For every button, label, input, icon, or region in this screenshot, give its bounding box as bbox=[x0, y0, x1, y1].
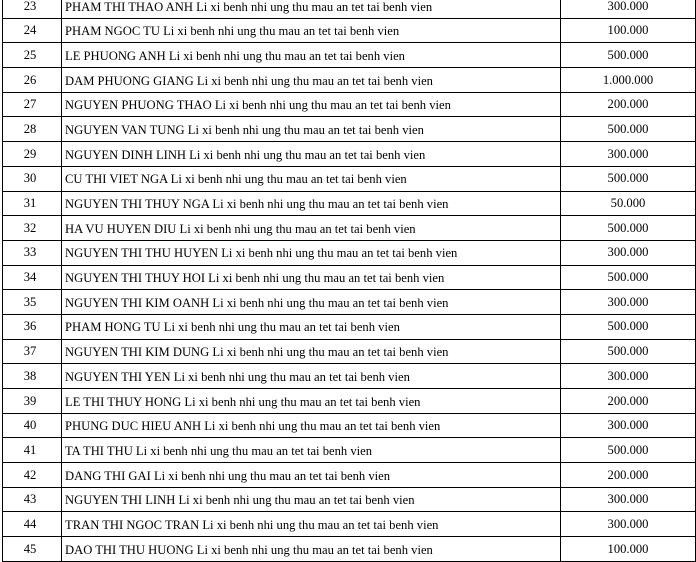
table-row bbox=[3, 487, 696, 512]
row-index-cell: 30 bbox=[3, 166, 62, 191]
table-row bbox=[3, 290, 696, 315]
row-index-cell: 26 bbox=[3, 68, 62, 93]
row-amount-cell: 300.000 bbox=[561, 142, 696, 167]
row-content-cell: LE THI THUY HONG Li xi benh nhi ung thu mau an tet tai benh vien bbox=[62, 389, 561, 414]
row-index-cell: 41 bbox=[3, 438, 62, 463]
table-row bbox=[3, 463, 696, 488]
row-index-cell: 37 bbox=[3, 339, 62, 364]
table-row bbox=[3, 537, 696, 562]
table-row bbox=[3, 166, 696, 191]
row-amount-cell: 300.000 bbox=[561, 487, 696, 512]
row-index-cell: 24 bbox=[3, 18, 62, 43]
row-content-cell: PHUNG DUC HIEU ANH Li xi benh nhi ung thu mau an tet tai benh vien bbox=[62, 413, 561, 438]
row-content-cell: NGUYEN THI KIM OANH Li xi benh nhi ung thu mau an tet tai benh vien bbox=[62, 290, 561, 315]
row-content-cell: NGUYEN PHUONG THAO Li xi benh nhi ung thu mau an tet tai benh vien bbox=[62, 92, 561, 117]
table-row bbox=[3, 117, 696, 142]
donation-table-body bbox=[3, 0, 696, 561]
row-index-cell: 44 bbox=[3, 512, 62, 537]
row-amount-cell: 50.000 bbox=[561, 191, 696, 216]
row-index-cell: 25 bbox=[3, 43, 62, 68]
row-index-cell: 29 bbox=[3, 142, 62, 167]
row-content-cell: DANG THI GAI Li xi benh nhi ung thu mau an tet tai benh vien bbox=[62, 463, 561, 488]
row-amount-cell: 300.000 bbox=[561, 240, 696, 265]
row-amount-cell: 500.000 bbox=[561, 43, 696, 68]
row-amount-cell: 200.000 bbox=[561, 463, 696, 488]
table-row bbox=[3, 314, 696, 339]
row-amount-cell: 300.000 bbox=[561, 0, 696, 18]
row-amount-cell: 300.000 bbox=[561, 364, 696, 389]
donation-table bbox=[2, 0, 696, 562]
row-amount-cell: 500.000 bbox=[561, 314, 696, 339]
table-row bbox=[3, 216, 696, 241]
row-amount-cell: 500.000 bbox=[561, 265, 696, 290]
row-index-cell: 33 bbox=[3, 240, 62, 265]
table-row bbox=[3, 0, 696, 18]
row-amount-cell: 200.000 bbox=[561, 92, 696, 117]
row-index-cell: 23 bbox=[3, 0, 62, 18]
row-content-cell: NGUYEN DINH LINH Li xi benh nhi ung thu mau an tet tai benh vien bbox=[62, 142, 561, 167]
row-index-cell: 36 bbox=[3, 314, 62, 339]
row-content-cell: PHAM HONG TU Li xi benh nhi ung thu mau an tet tai benh vien bbox=[62, 314, 561, 339]
table-row bbox=[3, 92, 696, 117]
row-amount-cell: 500.000 bbox=[561, 438, 696, 463]
row-content-cell: NGUYEN THI YEN Li xi benh nhi ung thu mau an tet tai benh vien bbox=[62, 364, 561, 389]
row-index-cell: 45 bbox=[3, 537, 62, 562]
row-amount-cell: 300.000 bbox=[561, 512, 696, 537]
row-content-cell: NGUYEN THI THUY HOI Li xi benh nhi ung thu mau an tet tai benh vien bbox=[62, 265, 561, 290]
row-content-cell: NGUYEN THI LINH Li xi benh nhi ung thu mau an tet tai benh vien bbox=[62, 487, 561, 512]
row-amount-cell: 100.000 bbox=[561, 537, 696, 562]
row-content-cell: PHAM NGOC TU Li xi benh nhi ung thu mau an tet tai benh vien bbox=[62, 18, 561, 43]
table-row bbox=[3, 339, 696, 364]
row-index-cell: 31 bbox=[3, 191, 62, 216]
row-content-cell: CU THI VIET NGA Li xi benh nhi ung thu mau an tet tai benh vien bbox=[62, 166, 561, 191]
row-index-cell: 32 bbox=[3, 216, 62, 241]
row-index-cell: 27 bbox=[3, 92, 62, 117]
table-row bbox=[3, 364, 696, 389]
table-row bbox=[3, 18, 696, 43]
row-content-cell: TA THI THU Li xi benh nhi ung thu mau an tet tai benh vien bbox=[62, 438, 561, 463]
table-row bbox=[3, 389, 696, 414]
row-index-cell: 40 bbox=[3, 413, 62, 438]
row-amount-cell: 500.000 bbox=[561, 216, 696, 241]
table-row bbox=[3, 265, 696, 290]
row-index-cell: 38 bbox=[3, 364, 62, 389]
row-index-cell: 35 bbox=[3, 290, 62, 315]
row-content-cell: NGUYEN VAN TUNG Li xi benh nhi ung thu mau an tet tai benh vien bbox=[62, 117, 561, 142]
row-index-cell: 28 bbox=[3, 117, 62, 142]
row-content-cell: DAM PHUONG GIANG Li xi benh nhi ung thu mau an tet tai benh vien bbox=[62, 68, 561, 93]
table-row bbox=[3, 43, 696, 68]
row-amount-cell: 200.000 bbox=[561, 389, 696, 414]
row-amount-cell: 500.000 bbox=[561, 339, 696, 364]
row-content-cell: NGUYEN THI KIM DUNG Li xi benh nhi ung thu mau an tet tai benh vien bbox=[62, 339, 561, 364]
table-row bbox=[3, 142, 696, 167]
row-amount-cell: 500.000 bbox=[561, 117, 696, 142]
row-content-cell: HA VU HUYEN DIU Li xi benh nhi ung thu mau an tet tai benh vien bbox=[62, 216, 561, 241]
row-index-cell: 42 bbox=[3, 463, 62, 488]
row-amount-cell: 1.000.000 bbox=[561, 68, 696, 93]
table-row bbox=[3, 413, 696, 438]
row-content-cell: NGUYEN THI THU HUYEN Li xi benh nhi ung thu mau an tet tai benh vien bbox=[62, 240, 561, 265]
row-amount-cell: 300.000 bbox=[561, 290, 696, 315]
row-content-cell: DAO THI THU HUONG Li xi benh nhi ung thu mau an tet tai benh vien bbox=[62, 537, 561, 562]
table-row bbox=[3, 512, 696, 537]
row-content-cell: LE PHUONG ANH Li xi benh nhi ung thu mau an tet tai benh vien bbox=[62, 43, 561, 68]
row-amount-cell: 100.000 bbox=[561, 18, 696, 43]
row-content-cell: NGUYEN THI THUY NGA Li xi benh nhi ung thu mau an tet tai benh vien bbox=[62, 191, 561, 216]
table-row bbox=[3, 240, 696, 265]
row-content-cell: PHAM THI THAO ANH Li xi benh nhi ung thu mau an tet tai benh vien bbox=[62, 0, 561, 18]
table-row bbox=[3, 68, 696, 93]
row-amount-cell: 300.000 bbox=[561, 413, 696, 438]
row-index-cell: 39 bbox=[3, 389, 62, 414]
table-row bbox=[3, 191, 696, 216]
table-row bbox=[3, 438, 696, 463]
row-index-cell: 43 bbox=[3, 487, 62, 512]
row-content-cell: TRAN THI NGOC TRAN Li xi benh nhi ung thu mau an tet tai benh vien bbox=[62, 512, 561, 537]
row-amount-cell: 500.000 bbox=[561, 166, 696, 191]
row-index-cell: 34 bbox=[3, 265, 62, 290]
